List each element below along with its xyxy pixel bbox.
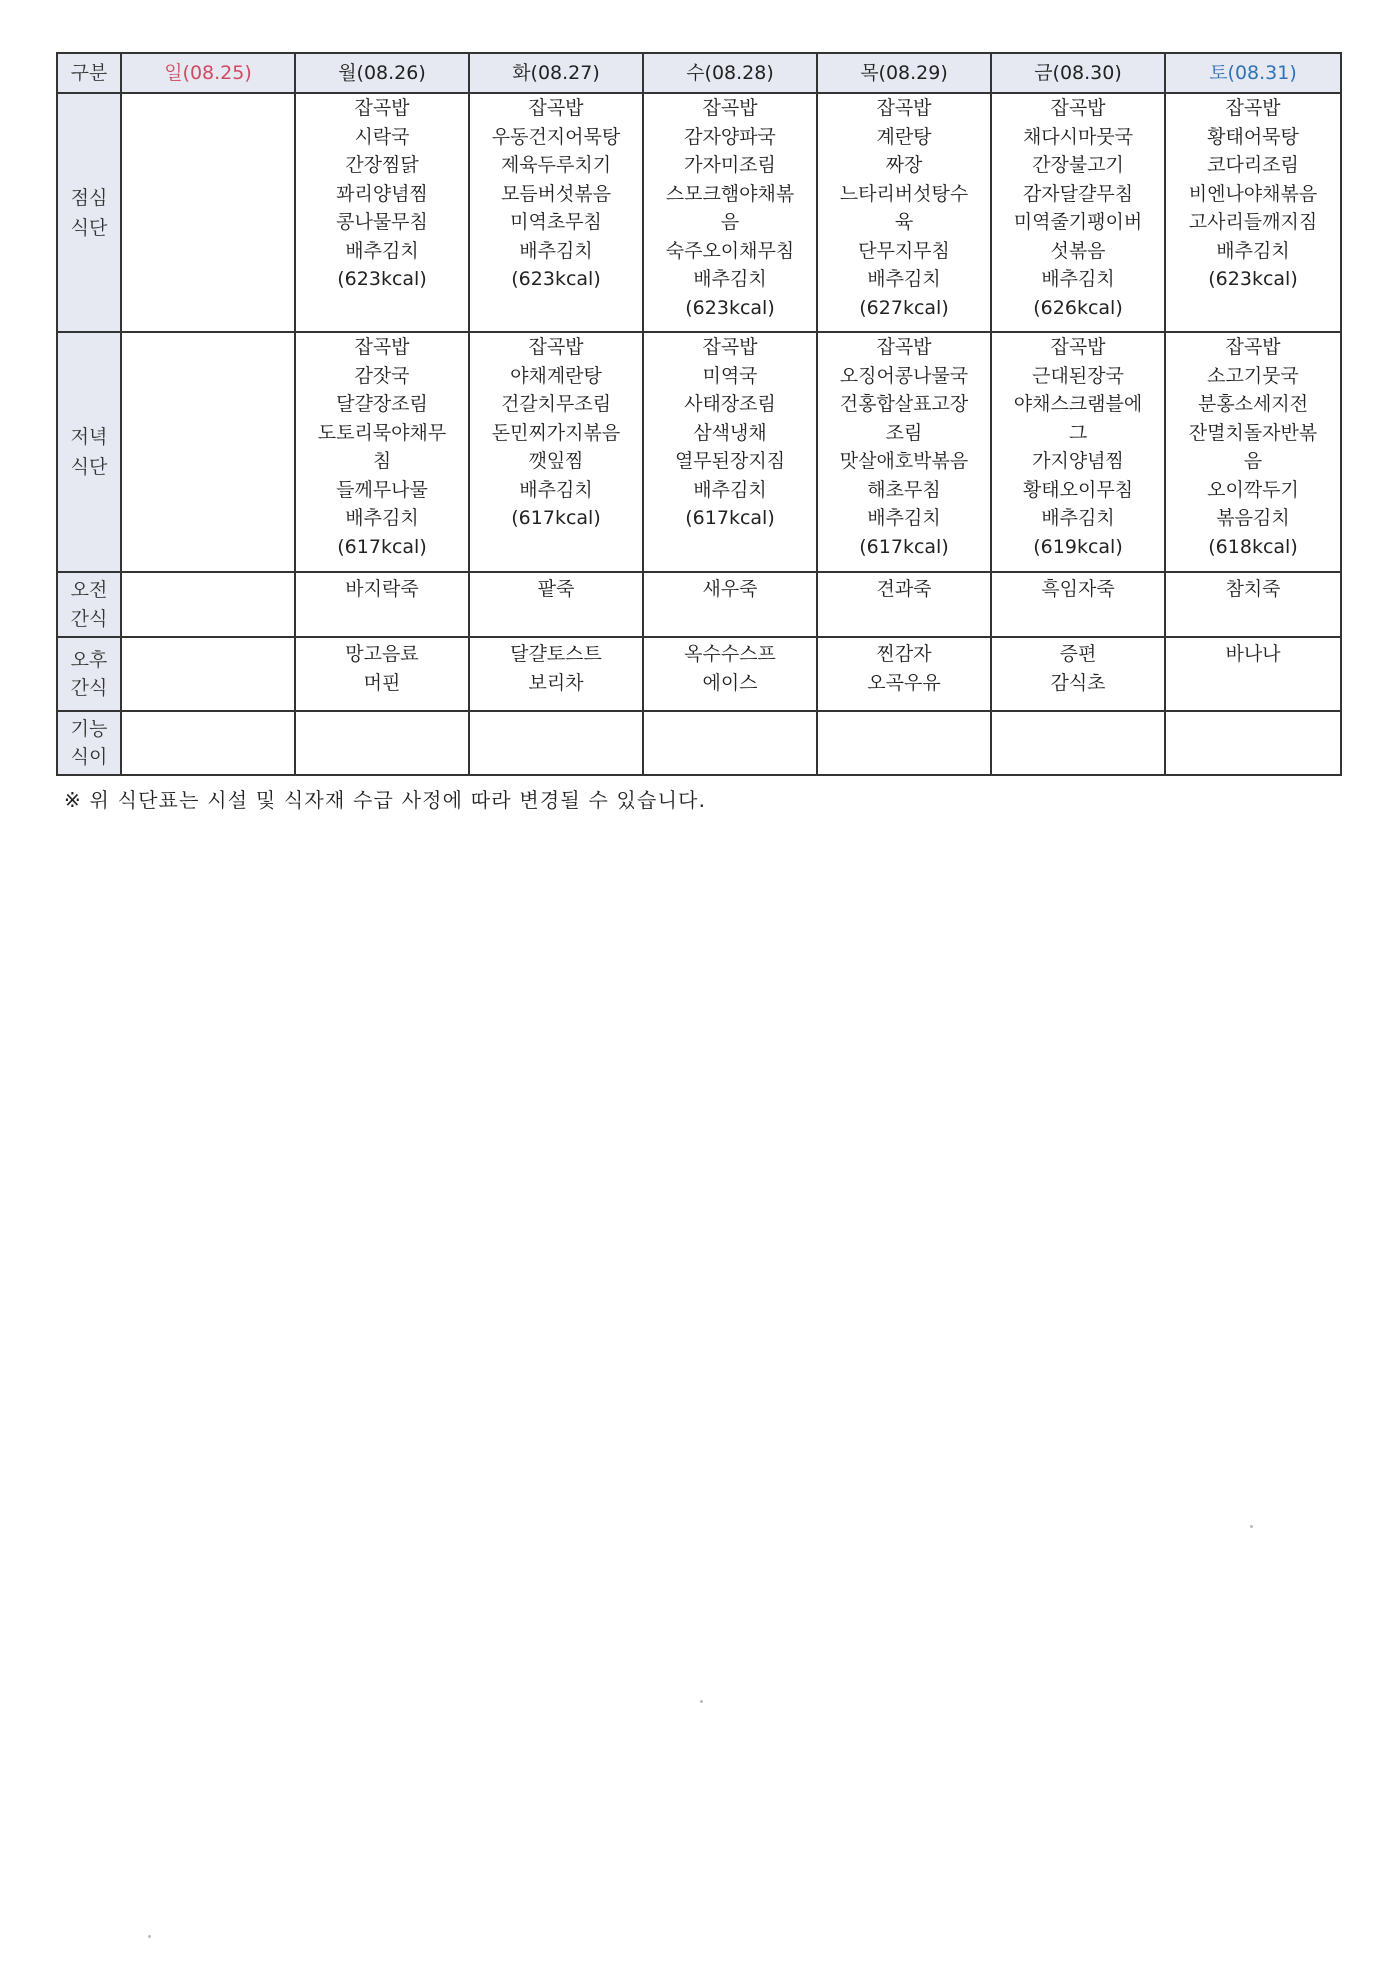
menu-item: 감자양파국 — [684, 125, 776, 148]
menu-item: 참치죽 — [1225, 578, 1281, 600]
menu-item: 배추김치 — [1041, 507, 1115, 529]
menu-item: 가자미조림 — [684, 154, 776, 176]
scan-speck — [700, 1700, 703, 1703]
cell-pm-sat — [1165, 637, 1341, 711]
menu-item: 섯볶음 — [1050, 239, 1106, 262]
cell-lunch-sun — [121, 93, 295, 332]
scan-speck — [148, 1935, 151, 1938]
cell-am-sun — [121, 572, 295, 637]
menu-item: 망고음료 — [345, 643, 419, 665]
menu-item: 느타리버섯탕수 — [839, 182, 969, 205]
cell-lunch-sat — [1165, 93, 1341, 332]
cell-am-wed — [643, 572, 817, 637]
menu-item: (617kcal) — [511, 507, 601, 529]
cell-lunch-mon — [295, 93, 469, 332]
menu-sheet — [56, 52, 1340, 813]
menu-item: 육 — [894, 211, 914, 233]
menu-item: 깻잎찜 — [528, 450, 584, 472]
menu-item: (619kcal) — [1033, 535, 1123, 558]
row-dinner — [57, 332, 1341, 572]
menu-item: 모듬버섯볶음 — [500, 182, 612, 205]
menu-item: 볶음김치 — [1216, 507, 1290, 529]
cell-lunch-wed — [643, 93, 817, 332]
menu-item: (626kcal) — [1033, 296, 1123, 319]
menu-item: 제육두루치기 — [500, 154, 612, 176]
menu-item: 잡곡밥 — [1050, 97, 1106, 119]
menu-item: 미역초무침 — [510, 211, 602, 233]
menu-item: 잡곡밥 — [354, 97, 410, 119]
menu-item: 배추김치 — [345, 507, 419, 529]
menu-item: (623kcal) — [337, 268, 427, 290]
row-label-dinner — [57, 332, 121, 572]
menu-item: 미역국 — [702, 364, 758, 387]
cell-dinner-tue — [469, 332, 643, 572]
menu-item: 시락국 — [354, 125, 410, 148]
menu-item: 간장불고기 — [1032, 154, 1124, 176]
day-header-mon: 월(08.26) — [295, 53, 469, 93]
menu-item: 배추김치 — [345, 239, 419, 262]
day-header-wed: 수(08.28) — [643, 53, 817, 93]
menu-item: 감식초 — [1050, 671, 1106, 694]
menu-item: 팥죽 — [537, 578, 575, 600]
day-header-thu: 목(08.29) — [817, 53, 991, 93]
menu-item: 계란탕 — [876, 125, 932, 148]
scan-speck — [1250, 1525, 1253, 1528]
menu-item: 배추김치 — [1041, 268, 1115, 290]
cell-dinner-sun — [121, 332, 295, 572]
row-label-pm — [57, 637, 121, 711]
row-label-line: 식이 — [70, 746, 108, 768]
menu-item: 조림 — [885, 421, 923, 444]
menu-item: 소고기뭇국 — [1207, 364, 1299, 387]
cell-dinner-sat — [1165, 332, 1341, 572]
row-label-line: 점심 — [70, 186, 108, 209]
menu-item: 코다리조림 — [1207, 154, 1299, 176]
menu-item: 음 — [1243, 450, 1263, 472]
day-header-fri: 금(08.30) — [991, 53, 1165, 93]
menu-item: 야채계란탕 — [510, 364, 602, 387]
menu-item: 콩나물무침 — [336, 211, 428, 233]
menu-item: 보리차 — [528, 671, 584, 694]
menu-item: 삼색냉채 — [693, 421, 767, 444]
menu-item: 찐감자 — [876, 643, 932, 665]
menu-item: 미역줄기팽이버 — [1013, 211, 1143, 233]
cell-am-fri — [991, 572, 1165, 637]
menu-item: 건갈치무조림 — [500, 393, 612, 415]
row-label-lunch — [57, 93, 121, 332]
menu-item: 배추김치 — [693, 268, 767, 290]
menu-item: 돈민찌가지볶음 — [491, 421, 621, 444]
cell-func-tue — [469, 711, 643, 775]
cell-func-mon — [295, 711, 469, 775]
menu-item: 맛살애호박볶음 — [839, 450, 969, 472]
menu-item: 달걀장조림 — [336, 393, 428, 415]
row-label-line: 오전 — [70, 579, 108, 601]
footnote: ※ 위 식단표는 시설 및 식자재 수급 사정에 따라 변경될 수 있습니다. — [64, 788, 707, 812]
menu-item: 야채스크램블에 — [1013, 393, 1143, 415]
row-label-line: 간식 — [70, 677, 108, 699]
menu-item: 짜장 — [885, 154, 923, 176]
menu-item: 잡곡밥 — [702, 336, 758, 358]
row-am — [57, 572, 1341, 637]
menu-item: 배추김치 — [693, 478, 767, 501]
cell-func-thu — [817, 711, 991, 775]
row-pm — [57, 637, 1341, 711]
menu-item: 사태장조림 — [684, 393, 776, 415]
cell-dinner-mon — [295, 332, 469, 572]
menu-item: 간장찜닭 — [345, 154, 419, 176]
menu-item: 건홍합살표고장 — [839, 393, 969, 415]
meal-plan-table — [56, 52, 1342, 776]
cell-func-sat — [1165, 711, 1341, 775]
cell-lunch-fri — [991, 93, 1165, 332]
menu-item: (623kcal) — [685, 296, 775, 319]
menu-item: 배추김치 — [1216, 239, 1290, 262]
table-header-row — [57, 53, 1341, 93]
menu-item: 황태오이무침 — [1022, 478, 1134, 501]
menu-item: (617kcal) — [859, 535, 949, 558]
day-header-sun: 일(08.25) — [121, 53, 295, 93]
menu-item: 에이스 — [702, 671, 758, 694]
menu-item: 잡곡밥 — [1225, 97, 1281, 119]
cell-am-thu — [817, 572, 991, 637]
menu-item: 분홍소세지전 — [1197, 393, 1309, 415]
cell-func-sun — [121, 711, 295, 775]
row-label-line: 식단 — [70, 456, 108, 478]
menu-item: 배추김치 — [519, 239, 593, 262]
menu-item: 감자달걀무침 — [1022, 182, 1134, 205]
menu-item: 들께무나물 — [336, 478, 428, 501]
row-label-line: 식단 — [70, 216, 108, 239]
menu-item: 잡곡밥 — [876, 336, 932, 358]
menu-item: 가지양념찜 — [1032, 450, 1124, 472]
menu-item: 배추김치 — [867, 268, 941, 290]
menu-item: (623kcal) — [511, 268, 601, 290]
row-func — [57, 711, 1341, 775]
menu-item: 음 — [720, 211, 740, 233]
header-label: 구분 — [57, 53, 121, 93]
menu-item: 우동건지어묵탕 — [491, 125, 621, 148]
cell-pm-wed — [643, 637, 817, 711]
menu-item: 해초무침 — [867, 478, 941, 501]
cell-pm-mon — [295, 637, 469, 711]
menu-item: (617kcal) — [337, 535, 427, 558]
menu-item: 새우죽 — [702, 578, 758, 600]
cell-pm-tue — [469, 637, 643, 711]
menu-item: 도토리묵야채무 — [317, 421, 447, 444]
menu-item: 침 — [372, 450, 392, 472]
menu-item: 오곡우유 — [867, 671, 941, 694]
menu-item: 고사리들깨지짐 — [1188, 211, 1318, 233]
menu-item: 달걀토스트 — [510, 643, 602, 665]
cell-pm-fri — [991, 637, 1165, 711]
day-header-tue: 화(08.27) — [469, 53, 643, 93]
menu-item: (627kcal) — [859, 296, 949, 319]
menu-item: 잡곡밥 — [528, 97, 584, 119]
cell-lunch-tue — [469, 93, 643, 332]
menu-item: 스모크햄야채볶 — [665, 182, 795, 205]
menu-item: 열무된장지짐 — [674, 450, 786, 472]
menu-item: 잡곡밥 — [528, 336, 584, 358]
cell-dinner-wed — [643, 332, 817, 572]
row-label-am — [57, 572, 121, 637]
menu-item: 비엔나야채볶음 — [1188, 182, 1318, 205]
row-label-line: 기능 — [70, 717, 108, 740]
cell-am-mon — [295, 572, 469, 637]
menu-item: 배추김치 — [867, 507, 941, 529]
cell-lunch-thu — [817, 93, 991, 332]
cell-func-wed — [643, 711, 817, 775]
cell-dinner-thu — [817, 332, 991, 572]
menu-item: 증편 — [1059, 643, 1097, 665]
menu-item: (618kcal) — [1208, 535, 1298, 558]
menu-item: 채다시마뭇국 — [1022, 125, 1134, 148]
menu-item: 흑임자죽 — [1041, 578, 1115, 600]
menu-item: 잡곡밥 — [1225, 336, 1281, 358]
menu-item: 바지락죽 — [345, 578, 419, 600]
menu-item: 바나나 — [1225, 643, 1281, 665]
menu-item: (617kcal) — [685, 507, 775, 529]
cell-pm-thu — [817, 637, 991, 711]
menu-item: 근대된장국 — [1032, 364, 1124, 387]
menu-item: 감잣국 — [354, 364, 410, 387]
row-label-func — [57, 711, 121, 775]
menu-item: 단무지무침 — [858, 239, 950, 262]
menu-item: 견과죽 — [876, 578, 932, 600]
row-label-line: 오후 — [70, 648, 108, 671]
menu-item: 잡곡밥 — [876, 97, 932, 119]
menu-item: 잡곡밥 — [1050, 336, 1106, 358]
row-lunch — [57, 93, 1341, 332]
menu-item: 머핀 — [363, 671, 401, 694]
cell-am-sat — [1165, 572, 1341, 637]
menu-item: 그 — [1068, 421, 1088, 444]
menu-item: 오이깍두기 — [1207, 478, 1299, 501]
menu-item: 오징어콩나물국 — [839, 364, 969, 387]
menu-item: 옥수수스프 — [684, 643, 776, 665]
menu-item: 잡곡밥 — [702, 97, 758, 119]
menu-item: 배추김치 — [519, 478, 593, 501]
menu-item: 잡곡밥 — [354, 336, 410, 358]
cell-am-tue — [469, 572, 643, 637]
menu-item: (623kcal) — [1208, 268, 1298, 290]
day-header-sat: 토(08.31) — [1165, 53, 1341, 93]
row-label-line: 간식 — [70, 607, 108, 630]
table-body — [57, 93, 1341, 775]
cell-func-fri — [991, 711, 1165, 775]
cell-dinner-fri — [991, 332, 1165, 572]
row-label-line: 저녁 — [70, 426, 108, 448]
menu-item: 꽈리양념찜 — [336, 182, 428, 205]
menu-item: 황태어묵탕 — [1207, 125, 1299, 148]
cell-pm-sun — [121, 637, 295, 711]
menu-item: 잔멸치돌자반볶 — [1188, 421, 1318, 444]
menu-item: 숙주오이채무침 — [665, 239, 795, 262]
